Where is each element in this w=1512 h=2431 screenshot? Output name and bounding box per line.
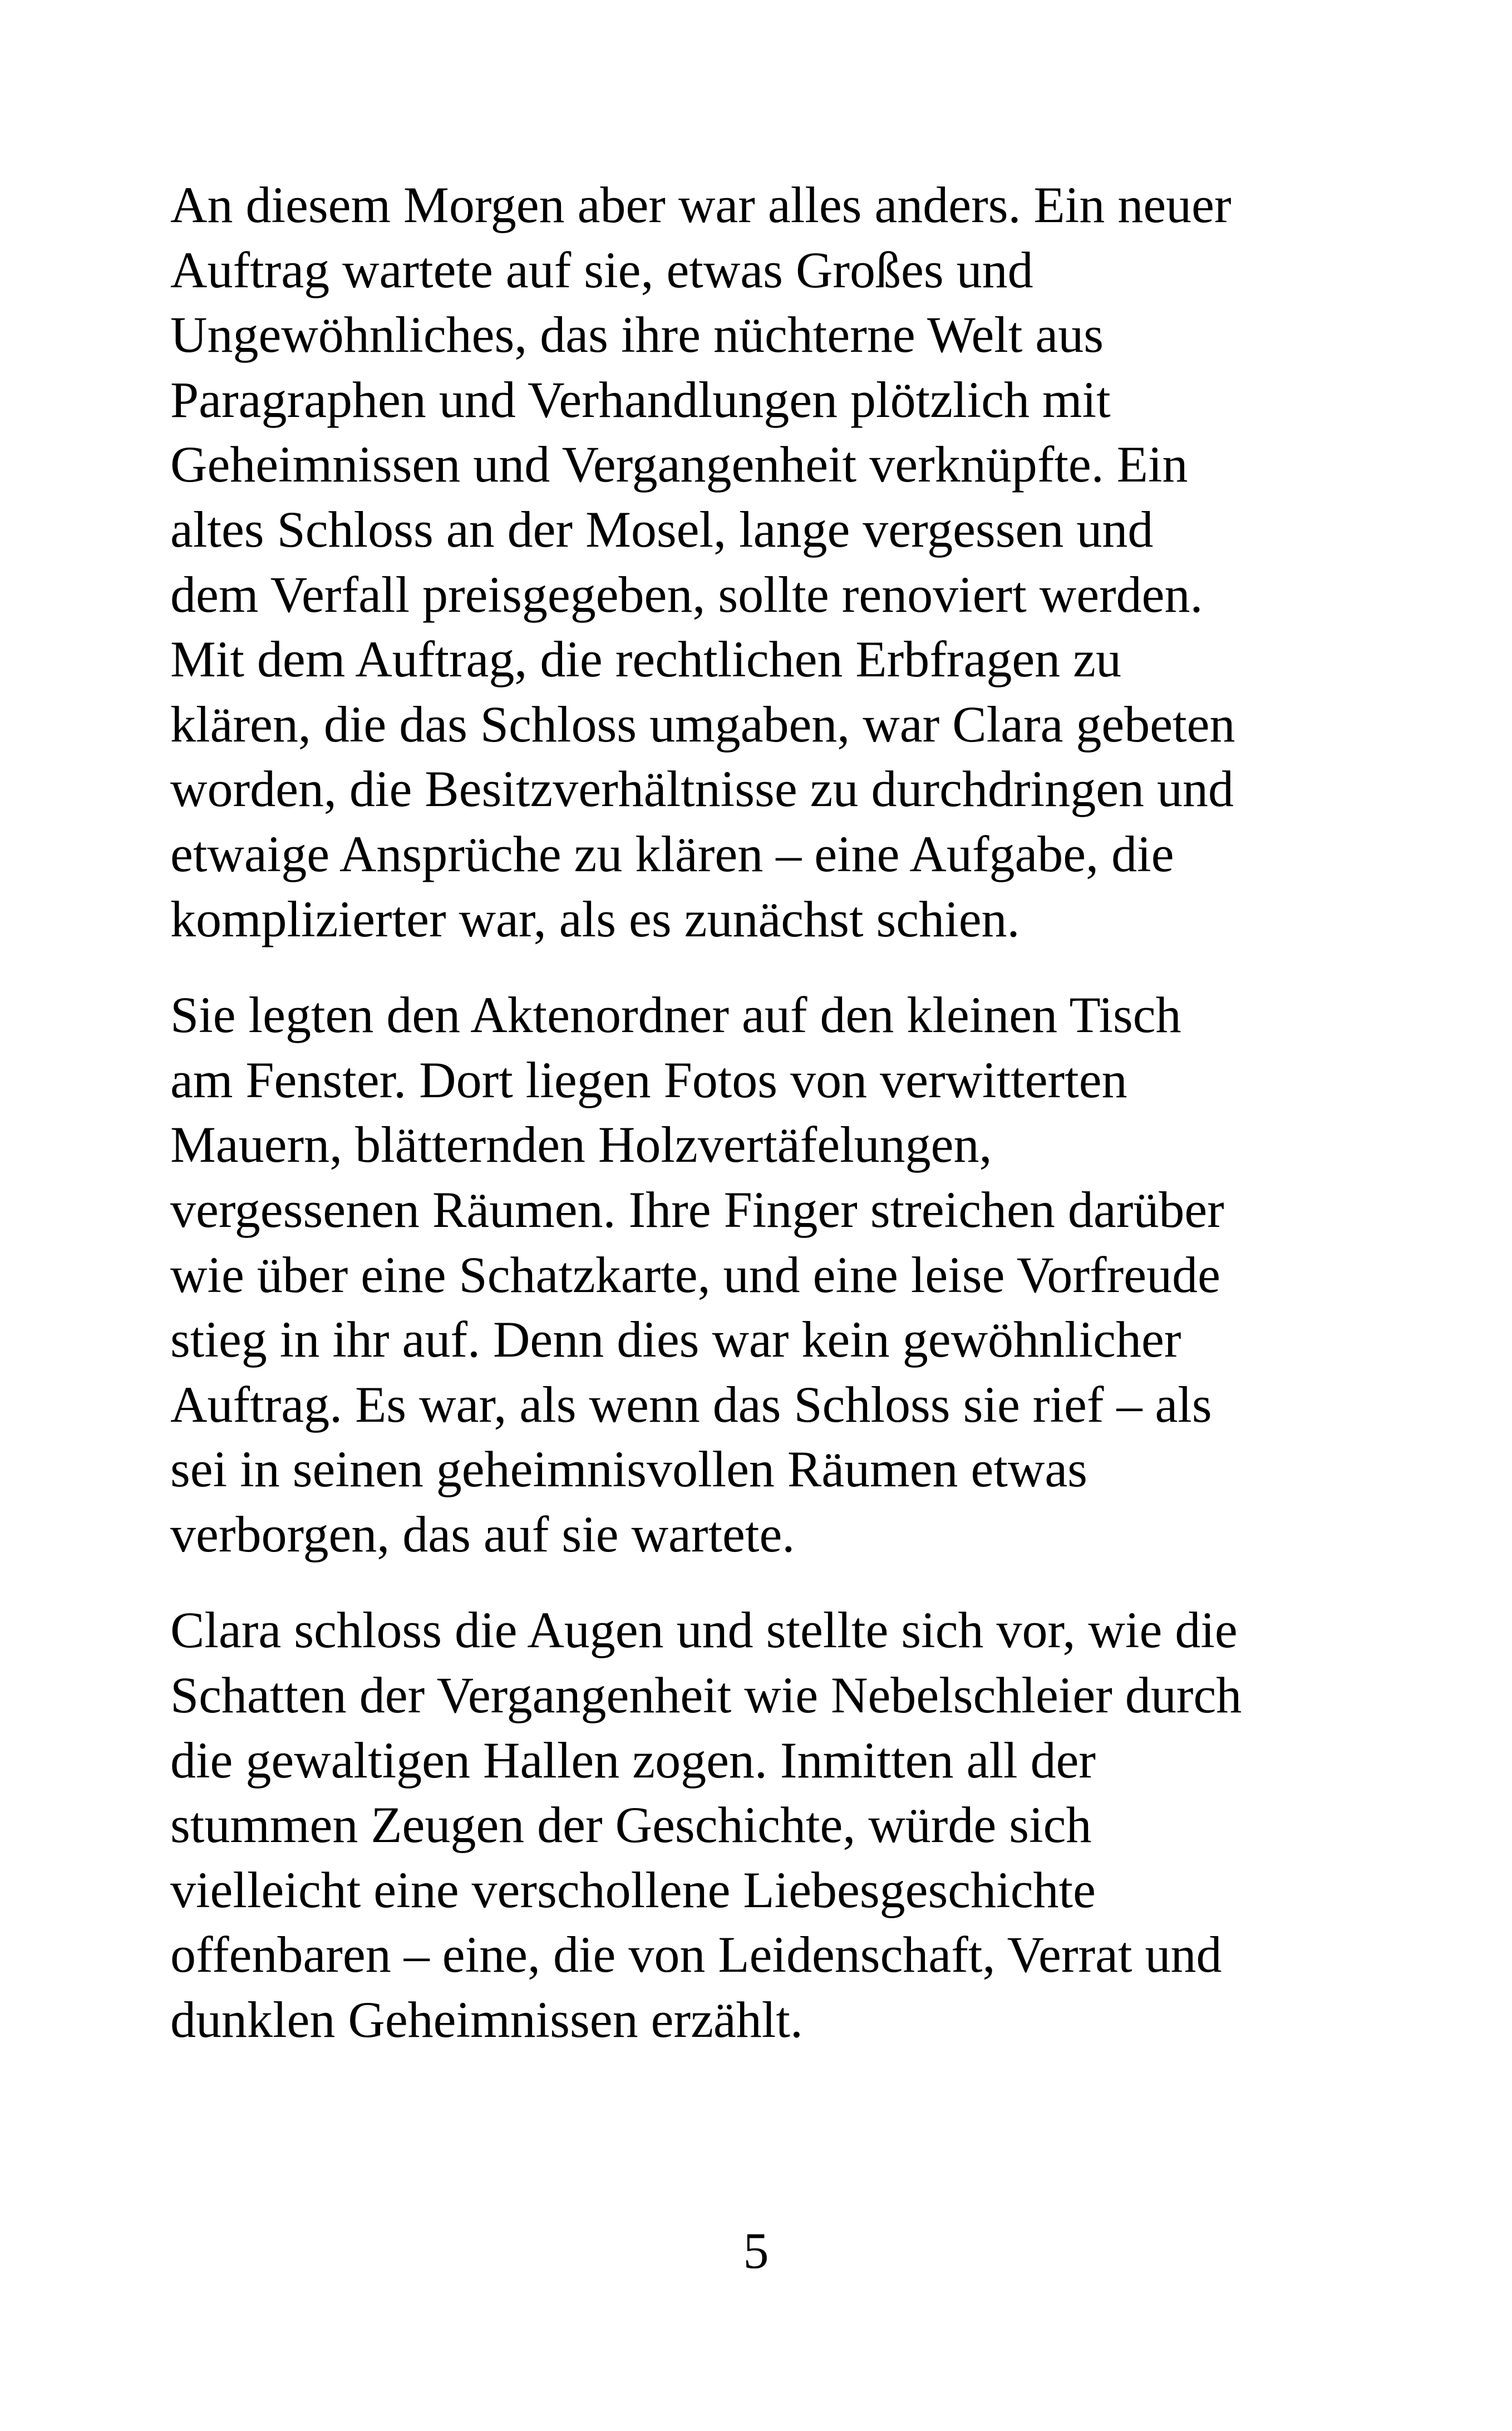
text-line: wie über eine Schatzkarte, und eine leise Vorfreude — [170, 1246, 1220, 1303]
text-line: komplizierter war, als es zunächst schien. — [170, 890, 1020, 947]
text-line: An diesem Morgen aber war alles anders. Ein neuer — [170, 176, 1232, 233]
paragraph-3 — [170, 1598, 1367, 2052]
text-line: etwaige Ansprüche zu klären – eine Aufgabe, die — [170, 825, 1174, 882]
text-line: Auftrag wartete auf sie, etwas Großes und — [170, 241, 1033, 298]
body-text — [170, 173, 1367, 2052]
text-line: Auftrag. Es war, als wenn das Schloss sie rief – als — [170, 1376, 1212, 1433]
text-line: worden, die Besitzverhältnisse zu durchdringen und — [170, 760, 1234, 818]
text-line: sei in seinen geheimnisvollen Räumen etwas — [170, 1441, 1087, 1498]
text-line: vielleicht eine verschollene Liebesgeschichte — [170, 1861, 1096, 1918]
text-line: die gewaltigen Hallen zogen. Inmitten all der — [170, 1731, 1096, 1789]
paragraph-spacing — [170, 1566, 1367, 1598]
page-number: 5 — [743, 2222, 769, 2279]
text-line: klären, die das Schloss umgaben, war Clara gebeten — [170, 695, 1235, 753]
text-line: Sie legten den Aktenordner auf den kleinen Tisch — [170, 986, 1181, 1044]
text-line: vergessenen Räumen. Ihre Finger streichen darüber — [170, 1181, 1224, 1238]
text-line: Mauern, blätternden Holzvertäfelungen, — [170, 1116, 992, 1173]
text-line: Ungewöhnliches, das ihre nüchterne Welt aus — [170, 306, 1104, 364]
paragraph-spacing — [170, 951, 1367, 983]
text-line: Mit dem Auftrag, die rechtlichen Erbfragen zu — [170, 631, 1122, 688]
text-line: dunklen Geheimnissen erzählt. — [170, 1991, 803, 2049]
text-line: verborgen, das auf sie wartete. — [170, 1505, 795, 1563]
text-line: stieg in ihr auf. Denn dies war kein gewöhnlicher — [170, 1311, 1181, 1368]
text-line: Clara schloss die Augen und stellte sich vor, wie die — [170, 1602, 1238, 1659]
text-line: Schatten der Vergangenheit wie Nebelschleier durch — [170, 1667, 1242, 1724]
text-line: am Fenster. Dort liegen Fotos von verwitterten — [170, 1051, 1127, 1108]
text-line: stummen Zeugen der Geschichte, würde sich — [170, 1796, 1092, 1854]
paragraph-2 — [170, 983, 1367, 1566]
text-line: Geheimnissen und Vergangenheit verknüpfte. Ein — [170, 436, 1188, 493]
text-line: offenbaren – eine, die von Leidenschaft, Verrat und — [170, 1926, 1222, 1983]
text-line: Paragraphen und Verhandlungen plötzlich mit — [170, 371, 1111, 428]
paragraph-1 — [170, 173, 1367, 951]
text-line: dem Verfall preisgegeben, sollte renoviert werden. — [170, 566, 1203, 623]
text-line: altes Schloss an der Mosel, lange vergessen und — [170, 500, 1154, 558]
